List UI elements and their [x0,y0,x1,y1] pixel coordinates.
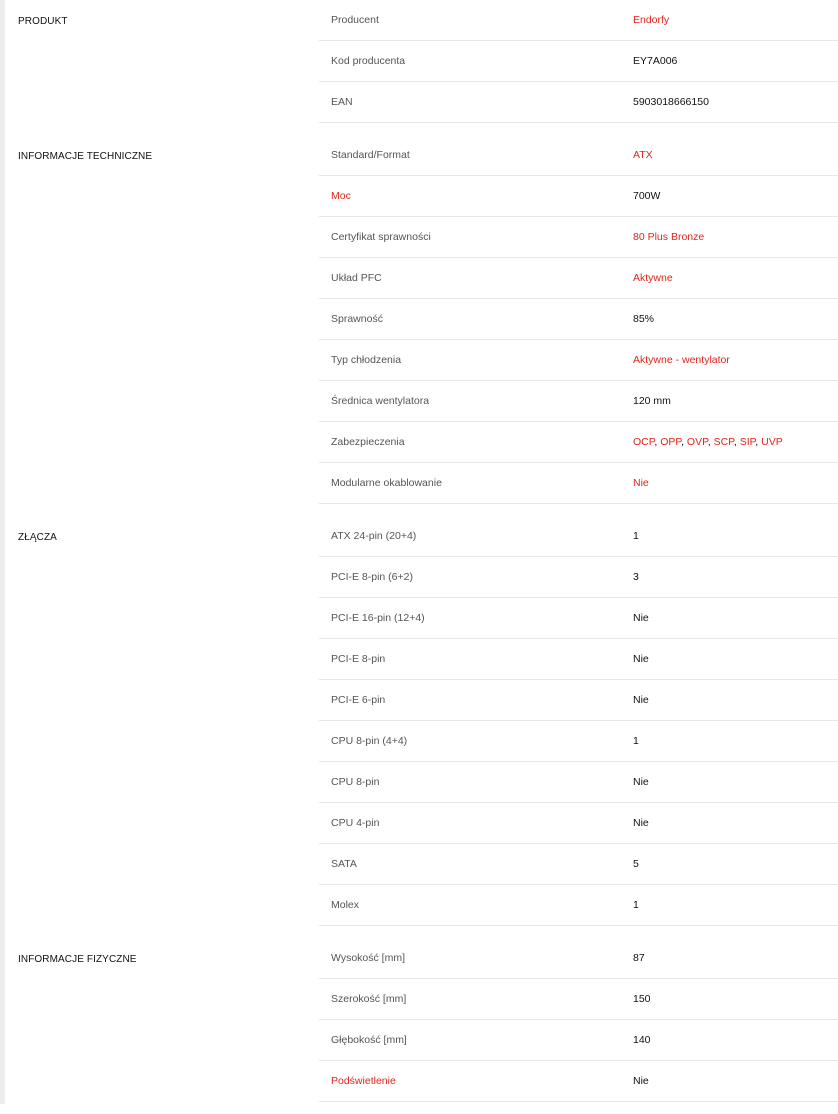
spec-value: 5 [633,858,639,870]
spec-value[interactable]: ATX [633,149,653,161]
spec-label: CPU 8-pin (4+4) [331,735,408,747]
spec-value: EY7A006 [633,55,678,67]
spec-value: Nie [633,817,649,829]
protection-link-sip[interactable]: SIP [739,436,756,448]
spec-row-certyfikat-sprawnosci [319,217,838,258]
section-title: ZŁĄCZA [18,532,57,543]
spec-label: Kod producenta [331,55,406,67]
spec-row-moc [319,176,838,217]
spec-row-molex [319,885,838,926]
spec-row-ean [319,82,838,123]
spec-value: 120 mm [633,395,671,407]
spec-value[interactable]: 80 Plus Bronze [633,231,705,243]
spec-rows [319,0,838,123]
spec-value: Nie [633,612,649,624]
protection-link-uvp[interactable]: UVP [761,436,783,448]
spec-row-standard-format [319,135,838,176]
list-separator: , [733,436,740,448]
spec-rows [319,938,838,1102]
protection-link-ocp[interactable]: OCP [633,436,655,448]
spec-row-pci-e-6-pin [319,680,838,721]
spec-label: Standard/Format [331,149,410,161]
spec-label: Szerokość [mm] [331,993,407,1005]
spec-row-sprawnosc [319,299,838,340]
spec-value: 1 [633,899,639,911]
specification-table [5,0,838,1114]
spec-value: Nie [633,653,649,665]
spec-label: Średnica wentylatora [331,395,430,407]
spec-label: Modularne okablowanie [331,477,442,489]
spec-label: EAN [331,96,353,108]
spec-row-atx-24-pin-20-4 [319,516,838,557]
spec-label: Producent [331,14,379,26]
spec-label: PCI-E 6-pin [331,694,386,706]
spec-value: 1 [633,735,639,747]
spec-label: Zabezpieczenia [331,436,405,448]
spec-label: Układ PFC [331,272,382,284]
spec-value: 700W [633,190,661,202]
spec-row-kod-producenta [319,41,838,82]
spec-label[interactable]: Podświetlenie [331,1075,396,1087]
section-informacje-techniczne [5,135,838,504]
spec-label: Molex [331,899,360,911]
spec-row-pci-e-8-pin-6-2 [319,557,838,598]
spec-value: 150 [633,993,651,1005]
spec-row-podswietlenie [319,1061,838,1102]
spec-label[interactable]: Moc [331,190,351,202]
spec-value[interactable]: Endorfy [633,14,670,26]
spec-label: SATA [331,858,357,870]
spec-row-typ-chlodzenia [319,340,838,381]
spec-row-cpu-4-pin [319,803,838,844]
list-separator: , [755,436,762,448]
section-produkt [5,0,838,123]
spec-row-glebokosc-mm [319,1020,838,1061]
spec-row-pci-e-16-pin-12-4 [319,598,838,639]
spec-label: Typ chłodzenia [331,354,402,366]
spec-row-srednica-wentylatora [319,381,838,422]
spec-label: PCI-E 8-pin [331,653,386,665]
spec-value: 140 [633,1034,651,1046]
protection-link-ovp[interactable]: OVP [686,436,708,448]
spec-label: PCI-E 16-pin (12+4) [331,612,425,624]
list-separator: , [707,436,714,448]
spec-row-zabezpieczenia [319,422,838,463]
spec-row-cpu-8-pin-4-4 [319,721,838,762]
spec-label: PCI-E 8-pin (6+2) [331,571,413,583]
spec-value: 87 [633,952,645,964]
spec-value: Nie [633,694,649,706]
spec-value [633,436,783,448]
spec-row-uklad-pfc [319,258,838,299]
spec-value[interactable]: Aktywne - wentylator [633,354,730,366]
spec-value: 85% [633,313,655,325]
spec-label: CPU 8-pin [331,776,380,788]
list-separator: , [681,436,687,448]
spec-value[interactable]: Aktywne [633,272,673,284]
spec-label: ATX 24-pin (20+4) [331,530,417,542]
spec-row-cpu-8-pin [319,762,838,803]
spec-row-szerokosc-mm [319,979,838,1020]
spec-label: Wysokość [mm] [331,952,405,964]
section-zlacza [5,516,838,926]
spec-row-sata [319,844,838,885]
spec-row-modularne-okablowanie [319,463,838,504]
spec-value: 5903018666150 [633,96,709,108]
spec-value[interactable]: Nie [633,477,649,489]
protection-link-opp[interactable]: OPP [660,436,682,448]
section-informacje-fizyczne [5,938,838,1102]
list-separator: , [654,436,661,448]
spec-row-producent [319,0,838,41]
spec-value: Nie [633,776,649,788]
section-title: INFORMACJE TECHNICZNE [18,151,153,162]
section-title: INFORMACJE FIZYCZNE [18,954,137,965]
spec-rows [319,516,838,926]
spec-row-pci-e-8-pin [319,639,838,680]
protection-link-scp[interactable]: SCP [713,436,734,448]
spec-value: 1 [633,530,639,542]
spec-label: Sprawność [331,313,383,325]
spec-label: Głębokość [mm] [331,1034,407,1046]
spec-row-wysokosc-mm [319,938,838,979]
section-title: PRODUKT [18,16,68,27]
spec-value: Nie [633,1075,649,1087]
spec-label: CPU 4-pin [331,817,380,829]
spec-rows [319,135,838,504]
spec-value: 3 [633,571,639,583]
spec-label: Certyfikat sprawności [331,231,431,243]
